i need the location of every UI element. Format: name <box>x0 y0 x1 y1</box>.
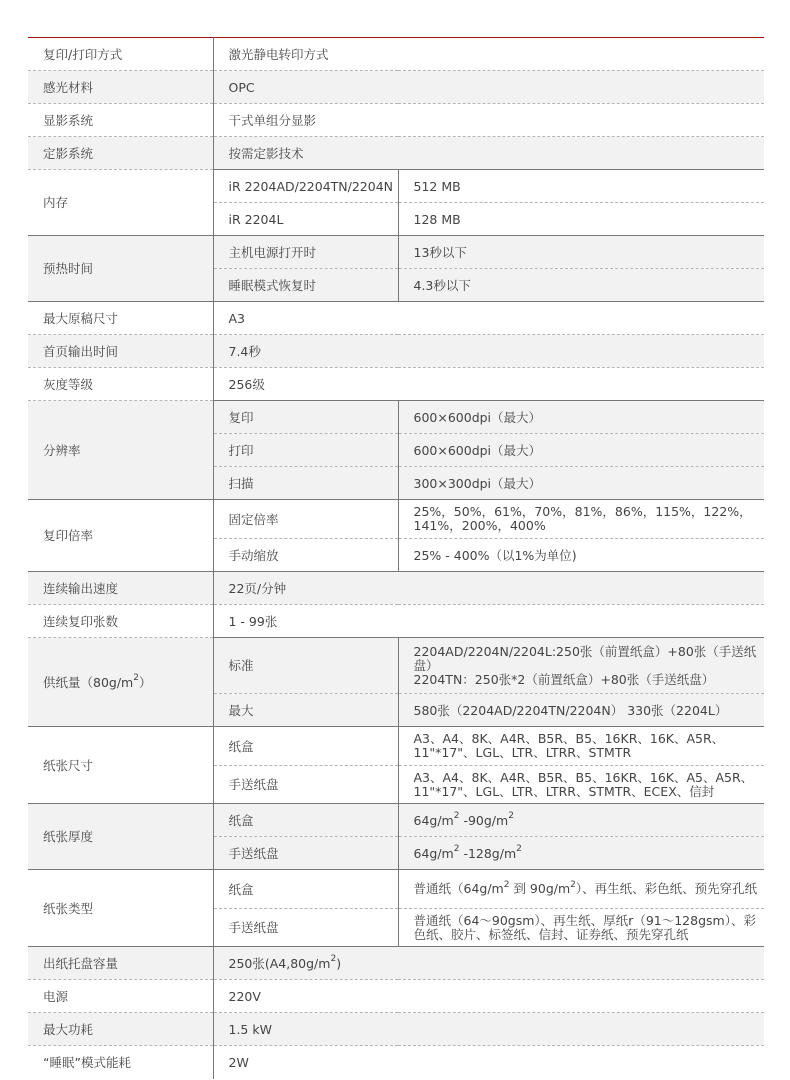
row-photo-material <box>28 71 764 104</box>
row-power <box>28 980 764 1013</box>
label-developing: 显影系统 <box>28 104 213 137</box>
value-photo-material: OPC <box>213 71 764 104</box>
row-warmup <box>28 236 764 269</box>
paper-type-sub: 手送纸盘 <box>213 909 398 947</box>
label-output-tray: 出纸托盘容量 <box>28 947 213 980</box>
memory-value: 512 MB <box>398 170 764 203</box>
value-sleep-power: 2W <box>228 1054 249 1070</box>
row-resolution <box>28 401 764 434</box>
memory-value: 128 MB <box>398 203 764 236</box>
label-paper-type: 纸张类型 <box>28 870 213 947</box>
paper-capacity-value: 2204AD/2204N/2204L:250张（前置纸盒）+80张（手送纸盘） 2204TN：250张*2（前置纸盒）+80张（手送纸盘） <box>398 638 764 694</box>
row-continuous-copies <box>28 605 764 638</box>
zoom-value: 25% - 400%（以1%为单位) <box>398 539 764 572</box>
row-gray-levels <box>28 368 764 401</box>
row-zoom <box>28 500 764 539</box>
row-developing <box>28 104 764 137</box>
label-photo-material: 感光材料 <box>28 71 213 104</box>
row-paper-type <box>28 870 764 909</box>
label-paper-size: 纸张尺寸 <box>28 727 213 804</box>
label-first-output: 首页输出时间 <box>28 335 213 368</box>
zoom-sub: 固定倍率 <box>213 500 398 539</box>
paper-size-value: A3、A4、8K、A4R、B5R、B5、16KR、16K、A5、A5R、11"*17"、LGL、LTR、LTRR、STMTR、ECEX、信封 <box>398 766 764 804</box>
value-developing: 干式单组分显影 <box>213 104 764 137</box>
label-sleep-power: “睡眠”模式能耗 <box>28 1046 213 1079</box>
value-max-power: 1.5 kW <box>213 1013 764 1046</box>
label-fixing: 定影系统 <box>28 137 213 170</box>
resolution-value: 600×600dpi（最大） <box>398 434 764 467</box>
label-power: 电源 <box>28 980 213 1013</box>
label-continuous-copies: 连续复印张数 <box>28 605 213 638</box>
label-memory: 内存 <box>28 170 213 236</box>
resolution-value: 600×600dpi（最大） <box>398 401 764 434</box>
value-copy-method: 激光静电转印方式 <box>213 38 764 71</box>
label-resolution: 分辨率 <box>28 401 213 500</box>
row-fixing <box>28 137 764 170</box>
label-warmup: 预热时间 <box>28 236 213 302</box>
warmup-value: 4.3秒以下 <box>398 269 764 302</box>
row-speed <box>28 572 764 605</box>
resolution-value: 300×300dpi（最大） <box>398 467 764 500</box>
value-continuous-copies: 1 - 99张 <box>213 605 764 638</box>
resolution-sub: 打印 <box>213 434 398 467</box>
label-speed: 连续输出速度 <box>28 572 213 605</box>
paper-capacity-sub: 最大 <box>213 694 398 727</box>
resolution-sub: 扫描 <box>213 467 398 500</box>
spec-table <box>28 37 764 1079</box>
paper-size-sub: 手送纸盘 <box>213 766 398 804</box>
zoom-value: 25%，50%，61%，70%，81%，86%，115%，122%，141%，200%，400% <box>398 500 764 539</box>
paper-type-value: 普通纸（64～90gsm）、再生纸、厚纸r（91～128gsm）、彩色纸、胶片、标签纸、信封、证券纸、预先穿孔纸 <box>398 909 764 947</box>
paper-weight-value: $64g/m^2$ $-90g/m^2$ <box>398 804 764 837</box>
paper-type-sub: 纸盒 <box>213 870 398 909</box>
zoom-sub: 手动缩放 <box>213 539 398 572</box>
row-paper-weight <box>28 804 764 837</box>
row-paper-capacity <box>28 638 764 694</box>
paper-size-value: A3、A4、8K、A4R、B5R、B5、16KR、16K、A5R、11"*17"、LGL、LTR、LTRR、STMTR <box>398 727 764 766</box>
row-copy-method <box>28 38 764 71</box>
warmup-sub: 主机电源打开时 <box>213 236 398 269</box>
row-sleep-power <box>28 1046 764 1079</box>
paper-weight-sub: 纸盒 <box>213 804 398 837</box>
row-max-original <box>28 302 764 335</box>
paper-capacity-sub: 标准 <box>213 638 398 694</box>
memory-model: iR 2204L <box>213 203 398 236</box>
paper-weight-sub: 手送纸盘 <box>213 837 398 870</box>
paper-capacity-value: 580张（2204AD/2204TN/2204N） 330张（2204L） <box>398 694 764 727</box>
paper-weight-value: $64g/m^2$ $-128g/m^2$ <box>398 837 764 870</box>
row-output-tray <box>28 947 764 980</box>
label-max-power: 最大功耗 <box>28 1013 213 1046</box>
label-paper-weight: 纸张厚度 <box>28 804 213 870</box>
value-speed: 22页/分钟 <box>213 572 764 605</box>
label-copy-method: 复印/打印方式 <box>28 38 213 71</box>
row-paper-size <box>28 727 764 766</box>
warmup-value: 13秒以下 <box>398 236 764 269</box>
row-first-output <box>28 335 764 368</box>
value-power: 220V <box>213 980 764 1013</box>
value-first-output: 7.4秒 <box>213 335 764 368</box>
paper-size-sub: 纸盒 <box>213 727 398 766</box>
resolution-sub: 复印 <box>213 401 398 434</box>
value-fixing: 按需定影技术 <box>213 137 764 170</box>
value-output-tray: 250张$(A4,80g/m^2)$ <box>213 947 764 980</box>
value-gray-levels: 256级 <box>213 368 764 401</box>
warmup-sub: 睡眠模式恢复时 <box>213 269 398 302</box>
row-max-power <box>28 1013 764 1046</box>
label-zoom: 复印倍率 <box>28 500 213 572</box>
value-max-original: A3 <box>213 302 764 335</box>
row-memory <box>28 170 764 203</box>
label-gray-levels: 灰度等级 <box>28 368 213 401</box>
memory-model: iR 2204AD/2204TN/2204N <box>213 170 398 203</box>
label-paper-capacity: 供纸量$(80g/m^2)$ <box>28 638 213 727</box>
paper-type-value: 普通纸（$64g/m^2$ 到 $90g/m^2$）、再生纸、彩色纸、预先穿孔纸 <box>398 870 764 909</box>
label-max-original: 最大原稿尺寸 <box>28 302 213 335</box>
